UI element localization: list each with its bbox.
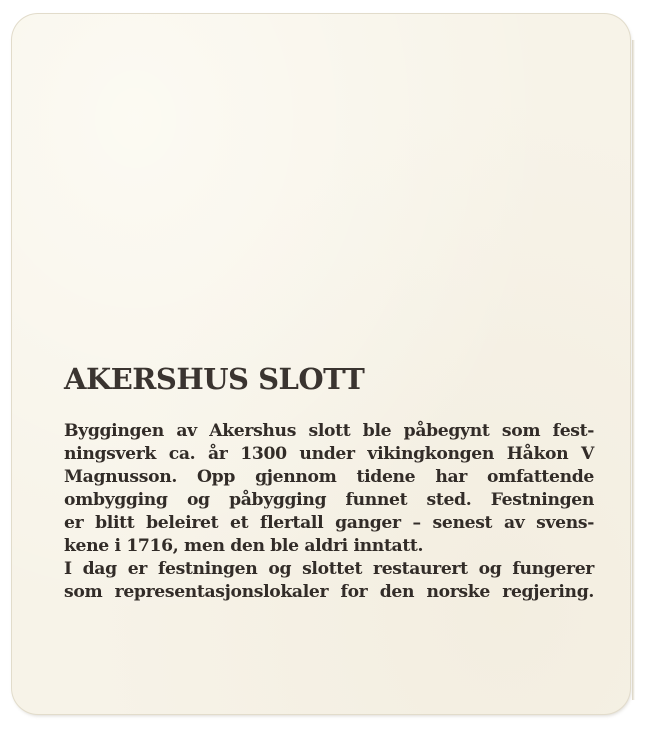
text-line: ningsverk ca. år 1300 under vikingkongen Håkon V <box>64 444 594 464</box>
text-line: som representasjonslokaler for den norske regjering. <box>64 582 594 602</box>
body-paragraph <box>64 420 594 604</box>
text-line: Magnusson. Opp gjennom tidene har omfattende <box>64 467 594 487</box>
text-block <box>64 362 594 604</box>
text-line: kene i 1716, men den ble aldri inntatt. <box>64 536 424 556</box>
text-line: ombygging og påbygging funnet sted. Festningen <box>64 490 594 510</box>
text-line: I dag er festningen og slottet restaurert og fungerer <box>64 559 594 579</box>
card-edge-shadow <box>632 40 635 700</box>
text-line: Byggingen av Akershus slott ble påbegynt som fest- <box>64 421 594 441</box>
document-title: AKERSHUS SLOTT <box>64 362 365 396</box>
text-line: er blitt beleiret et flertall ganger – senest av svens- <box>64 513 594 533</box>
